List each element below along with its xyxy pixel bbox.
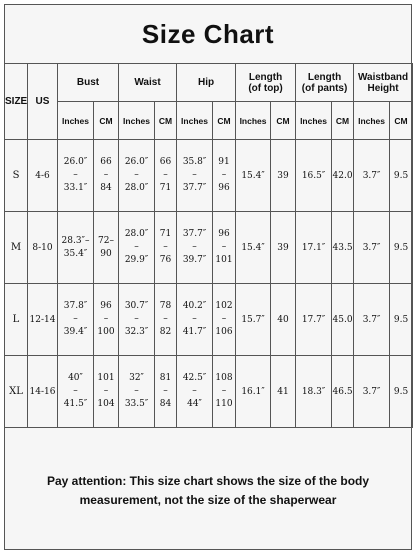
header-bust: Bust <box>58 64 119 102</box>
bust-cm-cell: 96 – 100 <box>94 284 119 356</box>
size-cell: L <box>5 284 28 356</box>
header-length-top-line1: Length <box>248 71 283 83</box>
pants-length-cm-cell: 45.0 <box>332 284 354 356</box>
waist-cm-cell: 71 – 76 <box>155 212 177 284</box>
waist-cm-cell: 81 – 84 <box>155 356 177 428</box>
bust-cm-cell: 101 – 104 <box>94 356 119 428</box>
unit-waistband-cm: CM <box>390 102 413 140</box>
bust-inches-cell: 37.8″ – 39.4″ <box>58 284 94 356</box>
unit-hip-cm: CM <box>213 102 236 140</box>
unit-top-cm: CM <box>271 102 296 140</box>
us-size-cell: 14-16 <box>28 356 58 428</box>
table-row-s <box>5 140 413 212</box>
waist-inches-cell: 30.7″ – 32.3″ <box>119 284 155 356</box>
unit-top-inches: Inches <box>236 102 271 140</box>
table-row-xl <box>5 356 413 428</box>
header-length-pants-line1: Length <box>307 71 342 83</box>
size-note <box>28 472 388 510</box>
unit-pants-cm: CM <box>332 102 354 140</box>
hip-cm-cell: 91 – 96 <box>213 140 236 212</box>
waistband-cm-cell: 9.5 <box>390 284 413 356</box>
pants-length-cm-cell: 42.0 <box>332 140 354 212</box>
hip-cm-cell: 108 – 110 <box>213 356 236 428</box>
hip-inches-cell: 42.5″ – 44″ <box>177 356 213 428</box>
header-hip: Hip <box>177 64 236 102</box>
table-row-l <box>5 284 413 356</box>
hip-inches-cell: 40.2″ – 41.7″ <box>177 284 213 356</box>
top-length-inches-cell: 15.4″ <box>236 212 271 284</box>
page-title: Size Chart <box>141 18 275 49</box>
unit-bust-inches: Inches <box>58 102 94 140</box>
top-length-cm-cell: 40 <box>271 284 296 356</box>
note-line-2: measurement, not the size of the shaperwear <box>79 493 337 507</box>
unit-waist-inches: Inches <box>119 102 155 140</box>
bust-inches-cell: 26.0″ – 33.1″ <box>58 140 94 212</box>
waist-cm-cell: 78 – 82 <box>155 284 177 356</box>
waist-inches-cell: 32″ – 33.5″ <box>119 356 155 428</box>
bust-inches-cell: 40″ – 41.5″ <box>58 356 94 428</box>
waistband-inches-cell: 3.7″ <box>354 356 390 428</box>
size-cell: M <box>5 212 28 284</box>
waist-cm-cell: 66 – 71 <box>155 140 177 212</box>
unit-bust-cm: CM <box>94 102 119 140</box>
waistband-cm-cell: 9.5 <box>390 212 413 284</box>
top-length-inches-cell: 16.1″ <box>236 356 271 428</box>
hip-inches-cell: 35.8″ – 37.7″ <box>177 140 213 212</box>
waistband-inches-cell: 3.7″ <box>354 284 390 356</box>
pants-length-cm-cell: 46.5 <box>332 356 354 428</box>
pants-length-inches-cell: 17.1″ <box>296 212 332 284</box>
bust-cm-cell: 72– 90 <box>94 212 119 284</box>
bust-cm-cell: 66 – 84 <box>94 140 119 212</box>
header-waistband-line2: Height <box>367 82 399 94</box>
top-length-inches-cell: 15.4″ <box>236 140 271 212</box>
top-length-inches-cell: 15.7″ <box>236 284 271 356</box>
top-length-cm-cell: 39 <box>271 140 296 212</box>
unit-waist-cm: CM <box>155 102 177 140</box>
pants-length-inches-cell: 16.5″ <box>296 140 332 212</box>
header-waistband-line1: Waistband <box>357 71 409 83</box>
header-waist: Waist <box>119 64 177 102</box>
pants-length-cm-cell: 43.5 <box>332 212 354 284</box>
waistband-inches-cell: 3.7″ <box>354 140 390 212</box>
waist-inches-cell: 28.0″ – 29.9″ <box>119 212 155 284</box>
header-us: US <box>28 64 58 140</box>
size-table <box>4 63 413 428</box>
header-length-pants-line2: (of pants) <box>301 82 348 94</box>
unit-hip-inches: Inches <box>177 102 213 140</box>
header-length-top-line2: (of top) <box>248 82 283 94</box>
header-size: SIZE <box>5 64 28 140</box>
unit-header-row <box>5 102 413 140</box>
bust-inches-cell: 28.3″– 35.4″ <box>58 212 94 284</box>
hip-cm-cell: 96 – 101 <box>213 212 236 284</box>
waist-inches-cell: 26.0″ – 28.0″ <box>119 140 155 212</box>
header-waistband <box>354 64 413 102</box>
note-line-1: Pay attention: This size chart shows the size of the body <box>46 474 370 488</box>
top-length-cm-cell: 41 <box>271 356 296 428</box>
size-cell: XL <box>5 356 28 428</box>
us-size-cell: 4-6 <box>28 140 58 212</box>
unit-pants-inches: Inches <box>296 102 332 140</box>
waistband-cm-cell: 9.5 <box>390 356 413 428</box>
unit-waistband-inches: Inches <box>354 102 390 140</box>
pants-length-inches-cell: 17.7″ <box>296 284 332 356</box>
hip-cm-cell: 102 – 106 <box>213 284 236 356</box>
hip-inches-cell: 37.7″ – 39.7″ <box>177 212 213 284</box>
size-cell: S <box>5 140 28 212</box>
header-length-pants <box>296 64 354 102</box>
us-size-cell: 12-14 <box>28 284 58 356</box>
us-size-cell: 8-10 <box>28 212 58 284</box>
waistband-cm-cell: 9.5 <box>390 140 413 212</box>
header-length-top <box>236 64 296 102</box>
top-length-cm-cell: 39 <box>271 212 296 284</box>
pants-length-inches-cell: 18.3″ <box>296 356 332 428</box>
table-row-m <box>5 212 413 284</box>
waistband-inches-cell: 3.7″ <box>354 212 390 284</box>
note-box <box>4 432 412 550</box>
header-row <box>5 64 413 102</box>
